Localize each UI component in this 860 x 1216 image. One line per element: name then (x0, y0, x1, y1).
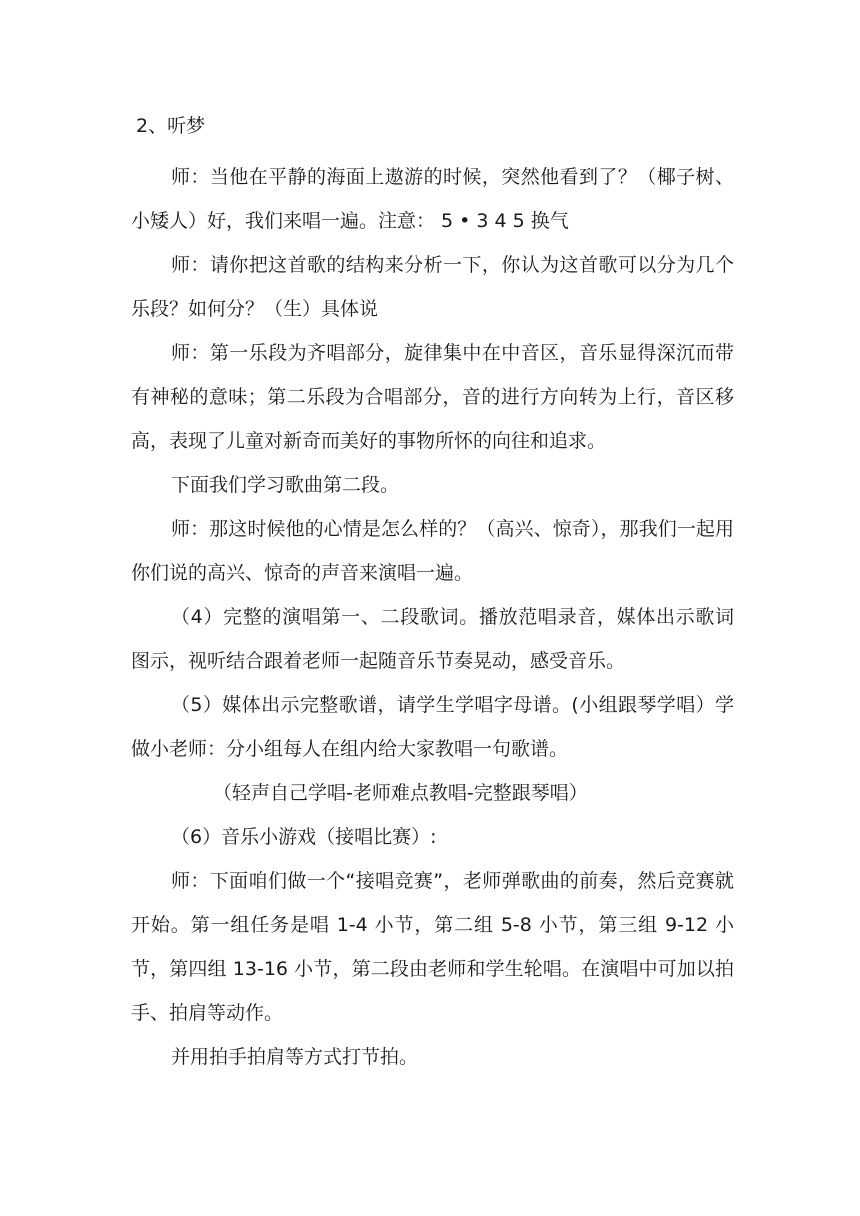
paragraph-practice-steps: （轻声自己学唱-老师难点教唱-完整跟琴唱） (213, 782, 588, 804)
paragraph-teacher-contest: 师：下面咱们做一个“接唱竞赛”，老师弹歌曲的前奏，然后竞赛就开始。第一组任务是唱 1-4 小节，第二组 5-8 小节，第三组 9-12 小节，第四组 13-16 小节，第二段由老师和学生轮唱。在演唱中可加以拍手、拍肩等动作。 (131, 870, 734, 1024)
paragraph-second-verse: 下面我们学习歌曲第二段。 (171, 474, 400, 496)
paragraph-teacher-mood: 师：那这时候他的心情是怎么样的？（高兴、惊奇），那我们一起用你们说的高兴、惊奇的声音来演唱一遍。 (131, 518, 734, 584)
paragraph-step-6: （6）音乐小游戏（接唱比赛）: (171, 826, 437, 848)
paragraph-teacher-sections: 师：第一乐段为齐唱部分，旋律集中在中音区，音乐显得深沉而带有神秘的意味；第二乐段为合唱部分，音的进行方向转为上行，音区移高，表现了儿童对新奇而美好的事物所怀的向往和追求。 (131, 342, 734, 452)
paragraph-step-4: （4）完整的演唱第一、二段歌词。播放范唱录音，媒体出示歌词图示，视听结合跟着老师一起随音乐节奏晃动，感受音乐。 (131, 606, 734, 672)
section-heading: 2、听梦 (136, 115, 206, 137)
paragraph-teacher-structure: 师：请你把这首歌的结构来分析一下，你认为这首歌可以分为几个乐段？如何分？（生）具体说 (131, 254, 734, 320)
paragraph-clap-beat: 并用拍手拍肩等方式打节拍。 (171, 1046, 419, 1068)
paragraph-step-5: （5）媒体出示完整歌谱，请学生学唱字母谱。(小组跟琴学唱）学做小老师：分小组每人在组内给大家教唱一句歌谱。 (131, 694, 734, 760)
paragraph-teacher-sea: 师：当他在平静的海面上遨游的时候，突然他看到了？（椰子树、小矮人）好，我们来唱一遍。注意： 5 • 3 4 5 换气 (131, 166, 734, 232)
